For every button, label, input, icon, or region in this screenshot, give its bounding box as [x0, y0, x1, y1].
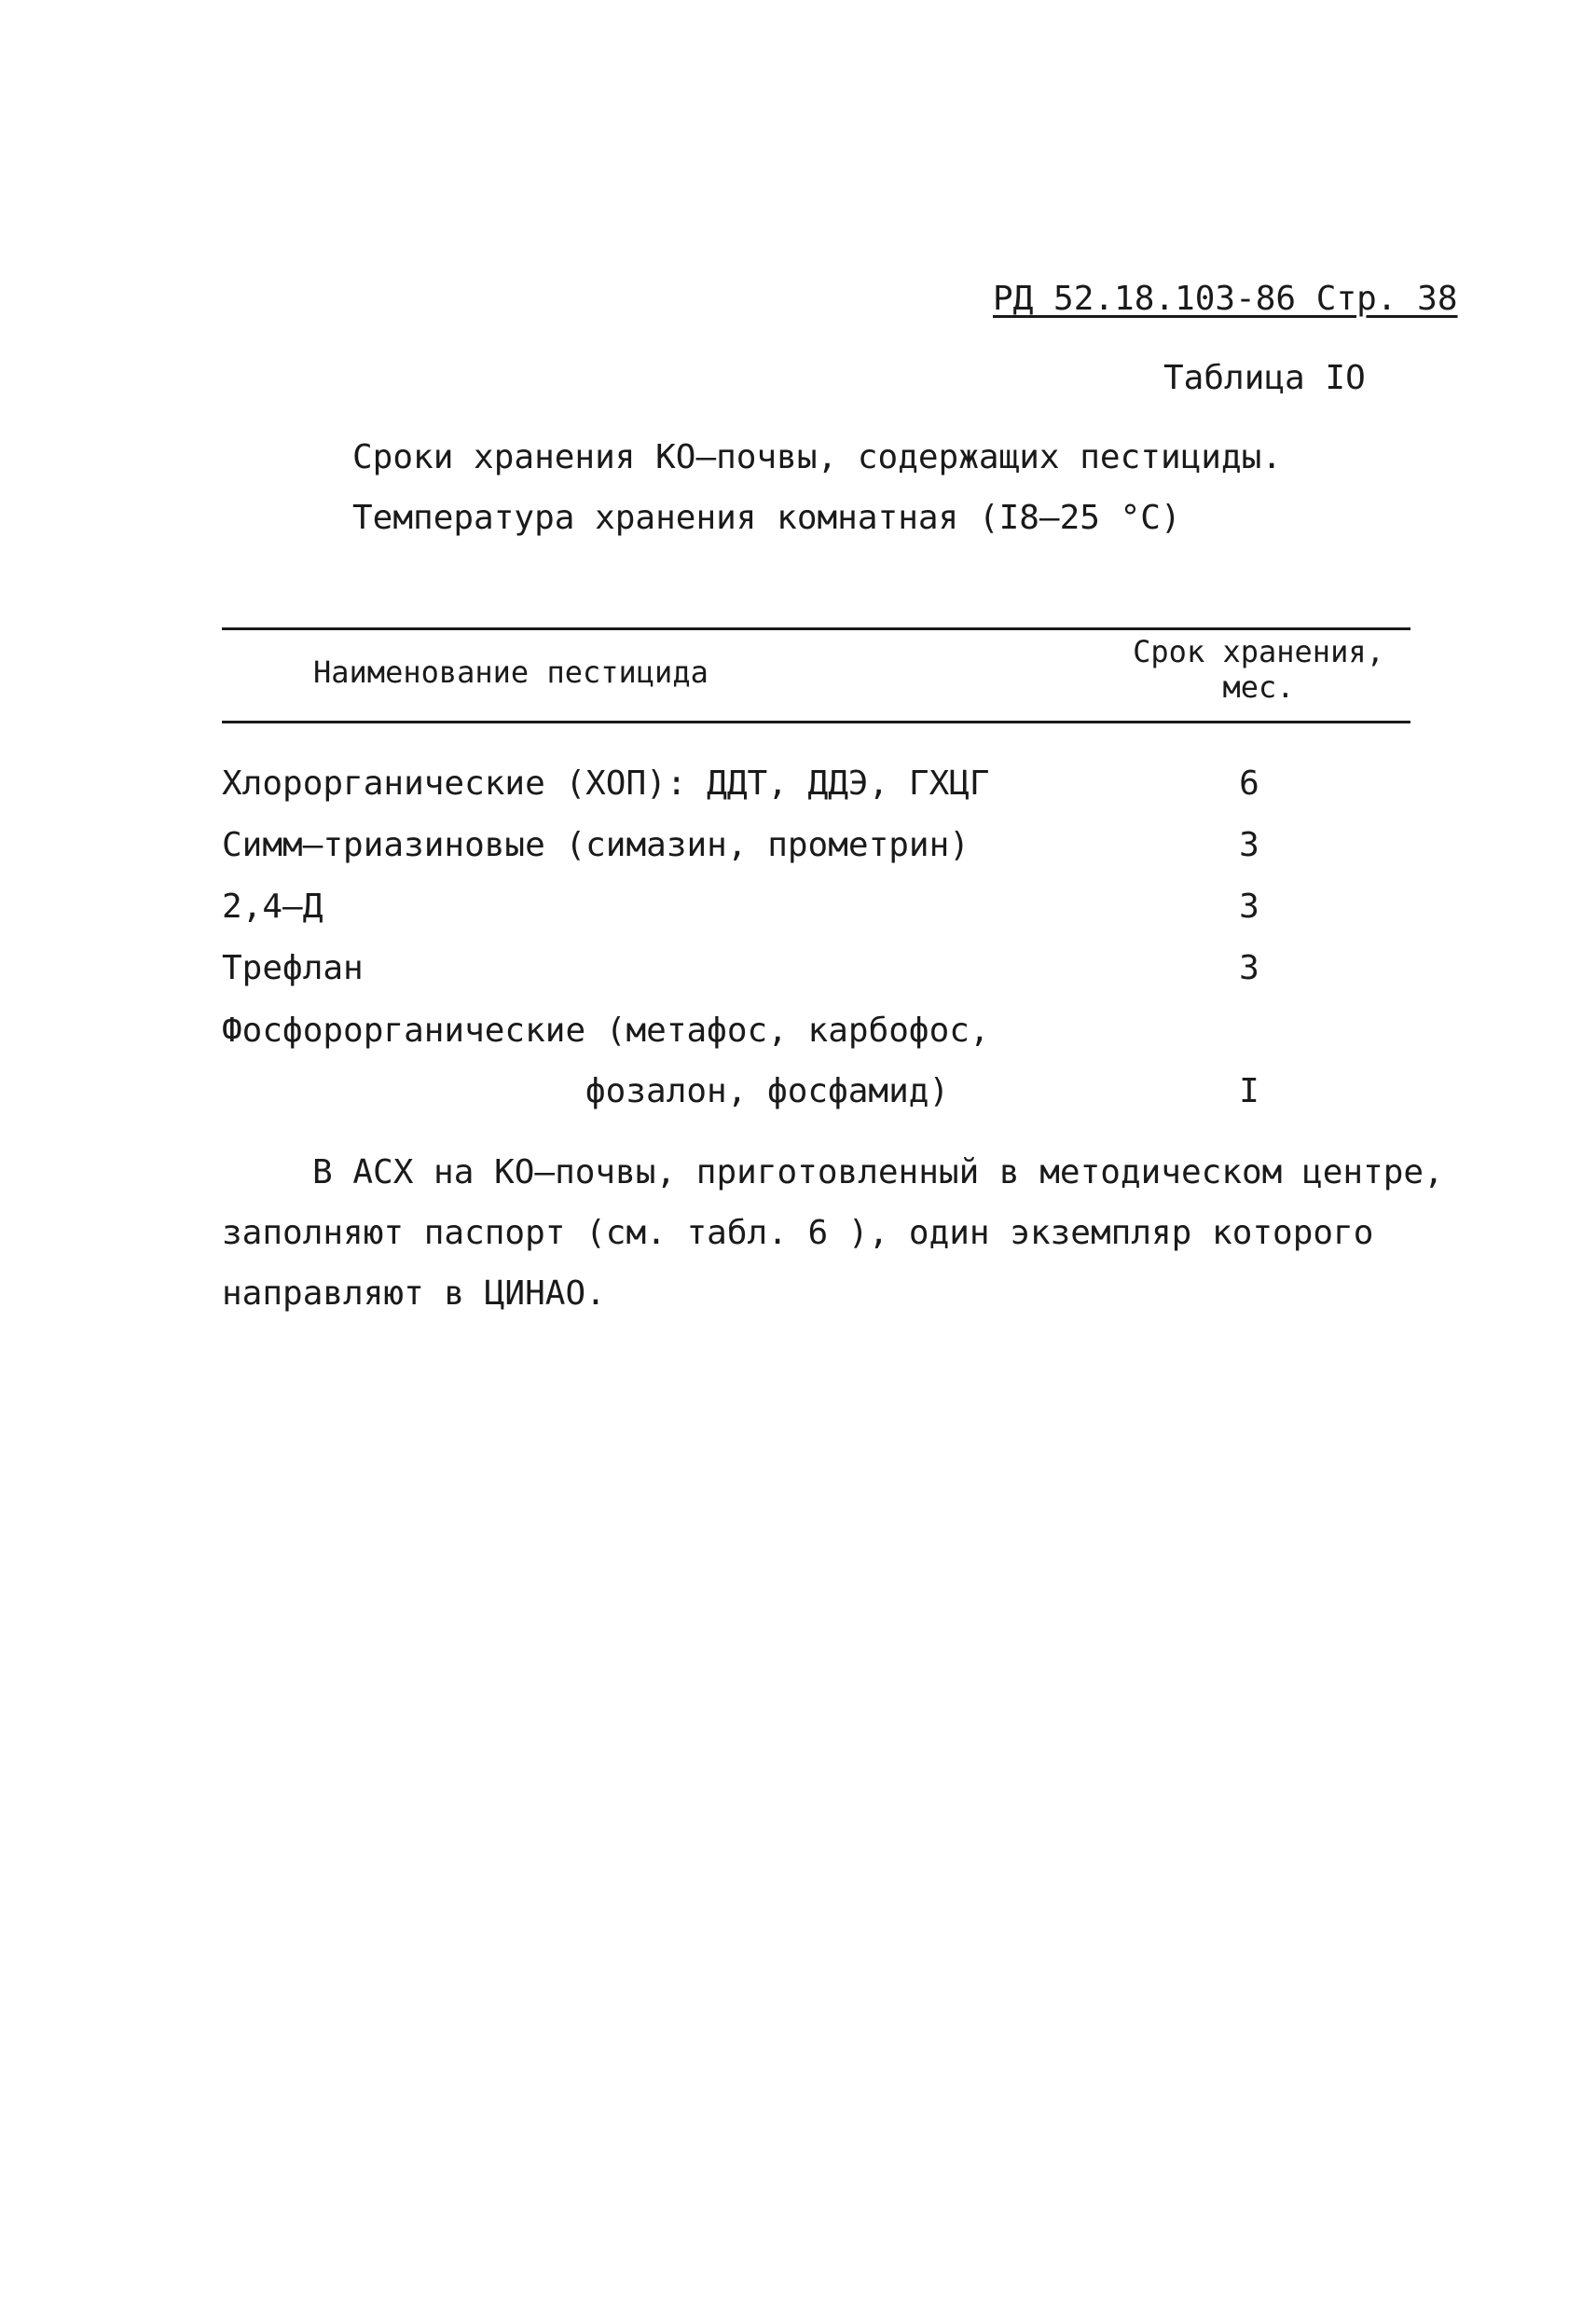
column-header-name: Наименование пестицида — [313, 654, 709, 690]
table-row-name: 2,4–Д — [222, 888, 323, 926]
paragraph-line3: направляют в ЦИНАО. — [222, 1274, 606, 1313]
table-top-rule — [222, 627, 1410, 630]
table-row-name: Трефлан — [222, 949, 364, 987]
paragraph-line2: заполняют паспорт (см. табл. 6 ), один экземпляр которого — [222, 1214, 1374, 1252]
table-number: Таблица IO — [1163, 359, 1366, 397]
column-header-term: Срок хранения, мес. — [1133, 634, 1384, 705]
table-row-value: 6 — [1239, 764, 1259, 803]
table-row-name: Хлорорганические (ХОП): ДДТ, ДДЭ, ГХЦГ — [222, 764, 990, 803]
table-row-name: Симм–триазиновые (симазин, прометрин) — [222, 826, 970, 864]
table-row-name-continuation: фозалон, фосфамид) — [585, 1072, 950, 1110]
table-row-value: 3 — [1239, 826, 1259, 864]
table-row-value: I — [1239, 1072, 1259, 1110]
table-header-rule — [222, 721, 1410, 723]
table-caption-line1: Сроки хранения КО–почвы, содержащих пестициды. — [352, 438, 1282, 476]
table-caption-line2: Температура хранения комнатная (I8–25 °С) — [352, 499, 1181, 537]
table-row-value: 3 — [1239, 949, 1259, 987]
document-code: РД 52.18.103-86 Стр. 38 — [993, 280, 1458, 318]
table-row-name: Фосфорорганические (метафос, карбофос, — [222, 1012, 990, 1050]
table-row-value: 3 — [1239, 888, 1259, 926]
paragraph-line1: В АСХ на КО–почвы, приготовленный в методическом центре, — [312, 1153, 1444, 1191]
